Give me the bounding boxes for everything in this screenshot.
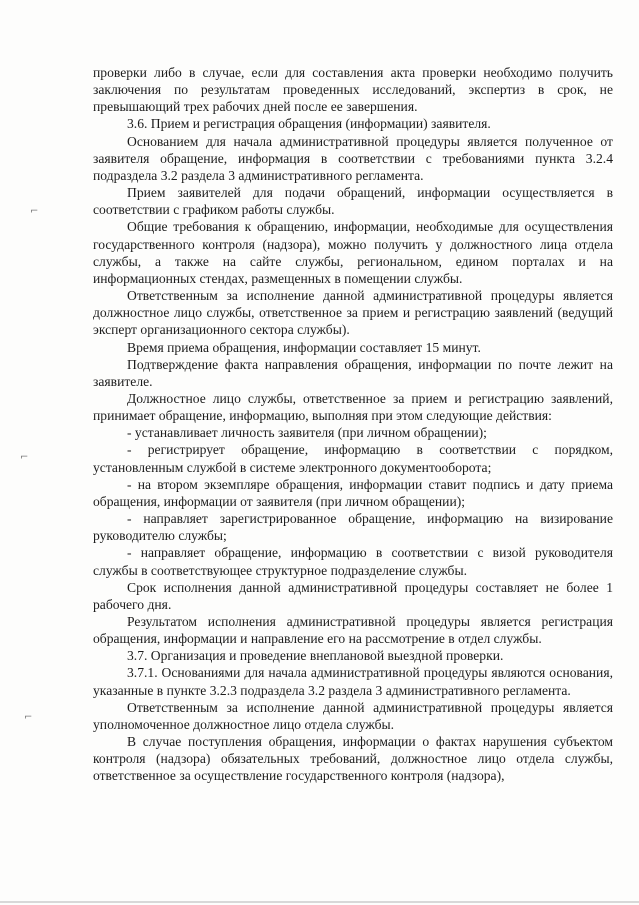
paragraph: Результатом исполнения административной процедуры является регистрация обращения, информации и направление его на рассмотрение в отдел службы.	[93, 614, 613, 647]
paragraph: Должностное лицо службы, ответственное за прием и регистрацию заявлений, принимает обращение, информацию, выполняя при этом следующие действия:	[93, 390, 613, 424]
scan-mark: ⌐	[20, 452, 29, 463]
paragraph: Подтверждение факта направления обращения, информации по почте лежит на заявителе.	[93, 356, 613, 389]
scan-mark: ⌐	[24, 712, 33, 723]
list-item: - на втором экземпляре обращения, информации ставит подпись и дату приема обращения, информации от заявителя (при личном обращении);	[93, 476, 613, 509]
paragraph: Срок исполнения данной административной процедуры составляет не более 1 рабочего дня.	[93, 579, 613, 612]
paragraph: Время приема обращения, информации составляет 15 минут.	[127, 339, 481, 355]
paragraph: Прием заявителей для подачи обращений, информации осуществляется в соответствии с графиком работы службы.	[93, 185, 613, 218]
paragraph: Ответственным за исполнение данной административной процедуры является должностное лицо службы, ответственное за прием и регистрацию заявлений (ведущий эксперт организационного сектора службы).	[93, 288, 613, 338]
scan-mark: ⌐	[30, 206, 39, 217]
list-item: - направляет зарегистрированное обращение, информацию на визирование руководителю службы;	[93, 511, 613, 544]
paragraph: 3.7.1. Основаниями для начала административной процедуры являются основания, указанные в пункте 3.2.3 подраздела 3.2 раздела 3 административного регламента.	[93, 665, 613, 698]
paragraph: Основанием для начала административной процедуры является полученное от заявителя обращение, информация в соответствии с требованиями пункта 3.2.4 подраздела 3.2 раздела 3 административного регламента.	[93, 133, 613, 183]
page-bottom-edge	[0, 901, 639, 903]
section-heading: 3.7. Организация и проведение внеплановой выездной проверки.	[127, 648, 504, 664]
paragraph: проверки либо в случае, если для составления акта проверки необходимо получить заключения по результатам проведенных исследований, экспертиз в срок, не превышающий трех рабочих дней после ее завершения.	[93, 65, 613, 115]
list-item: - направляет обращение, информацию в соответствии с визой руководителя службы в соответствующее структурное подразделение службы.	[93, 545, 613, 578]
paragraph: Общие требования к обращению, информации, необходимые для осуществления государственного контроля (надзора), можно получить у должностного лица отдела службы, а также на сайте службы, региональном, едином порталах и на информационных стендах, размещенных в помещении службы.	[93, 219, 613, 286]
paragraph: Ответственным за исполнение данной административной процедуры является уполномоченное должностное лицо отдела службы.	[93, 699, 613, 732]
document-body	[93, 64, 613, 785]
section-heading: 3.6. Прием и регистрация обращения (информации) заявителя.	[127, 116, 491, 132]
list-item: - регистрирует обращение, информацию в соответствии с порядком, установленным службой в системе электронного документооборота;	[93, 442, 613, 475]
list-item: - устанавливает личность заявителя (при личном обращении);	[127, 425, 487, 441]
paragraph: В случае поступления обращения, информации о фактах нарушения субъектом контроля (надзора) обязательных требований, должностное лицо отдела службы, ответственное за осуществление государственного контроля (надзора),	[93, 734, 613, 784]
